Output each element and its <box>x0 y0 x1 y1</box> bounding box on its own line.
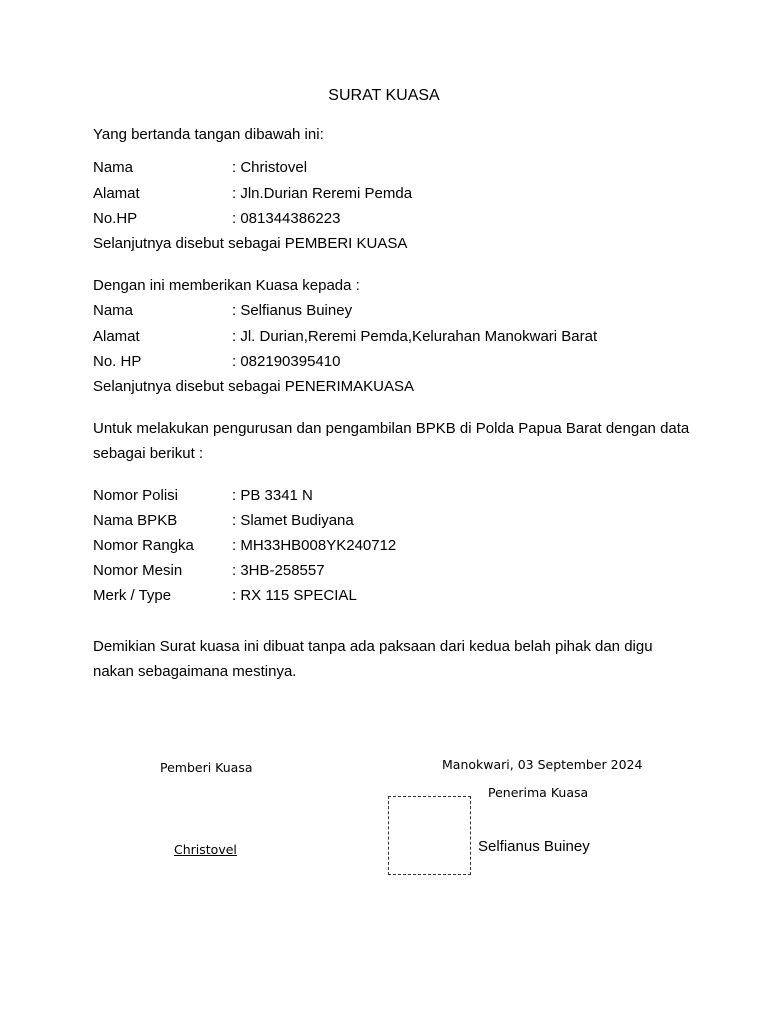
field-label: Alamat <box>93 185 140 202</box>
receiver-signature-name: Selfianus Buiney <box>478 838 590 855</box>
field-value: : Jln.Durian Reremi Pemda <box>232 185 413 202</box>
giver-row-address <box>93 184 412 204</box>
field-value: : 3HB-258557 <box>232 562 325 579</box>
field-value: : RX 115 SPECIAL <box>232 587 357 604</box>
giver-row-name <box>93 158 307 178</box>
field-value: : MH33HB008YK240712 <box>232 537 397 554</box>
field-value: : Slamet Budiyana <box>232 512 354 529</box>
field-value: : 082190395410 <box>232 353 341 370</box>
giver-row-phone <box>93 209 340 229</box>
place-date: Manokwari, 03 September 2024 <box>442 757 643 772</box>
receiver-intro: Dengan ini memberikan Kuasa kepada : <box>93 277 360 294</box>
receiver-row-address <box>93 327 597 347</box>
intro-text: Yang bertanda tangan dibawah ini: <box>93 126 324 143</box>
giver-signature-label: Pemberi Kuasa <box>160 760 253 775</box>
receiver-signature-label: Penerima Kuasa <box>488 785 589 800</box>
field-label: Alamat <box>93 328 140 345</box>
document-title: SURAT KUASA <box>328 87 440 104</box>
vehicle-row-chassis <box>93 536 396 556</box>
field-label: No.HP <box>93 210 138 227</box>
field-label: Nama <box>93 302 134 319</box>
vehicle-row-type <box>93 586 357 606</box>
field-label: Nomor Mesin <box>93 562 183 579</box>
receiver-row-name <box>93 301 352 321</box>
receiver-closing: Selanjutnya disebut sebagai PENERIMAKUASA <box>93 378 415 395</box>
field-label: Nomor Polisi <box>93 487 179 504</box>
signature-stamp-box <box>388 796 471 875</box>
field-label: Nama <box>93 159 134 176</box>
field-value: : Christovel <box>232 159 308 176</box>
field-label: No. HP <box>93 353 142 370</box>
giver-signature-name: Christovel <box>174 842 237 857</box>
field-value: : 081344386223 <box>232 210 341 227</box>
receiver-row-phone <box>93 352 340 372</box>
field-value: : Selfianus Buiney <box>232 302 353 319</box>
vehicle-row-engine <box>93 561 325 581</box>
field-label: Nomor Rangka <box>93 537 194 554</box>
field-label: Nama BPKB <box>93 512 178 529</box>
field-label: Merk / Type <box>93 587 172 604</box>
purpose-paragraph: Untuk melakukan pengurusan dan pengambilan BPKB di Polda Papua Barat dengan data sebagai berikut : <box>93 420 690 462</box>
field-value: : PB 3341 N <box>232 487 313 504</box>
vehicle-row-plate <box>93 486 313 506</box>
field-value: : Jl. Durian,Reremi Pemda,Kelurahan Manokwari Barat <box>232 328 598 345</box>
closing-statement: Demikian Surat kuasa ini dibuat tanpa ada paksaan dari kedua belah pihak dan digu nakan sebagaimana mestinya. <box>93 638 653 680</box>
giver-closing: Selanjutnya disebut sebagai PEMBERI KUASA <box>93 235 408 252</box>
vehicle-row-owner <box>93 511 354 531</box>
